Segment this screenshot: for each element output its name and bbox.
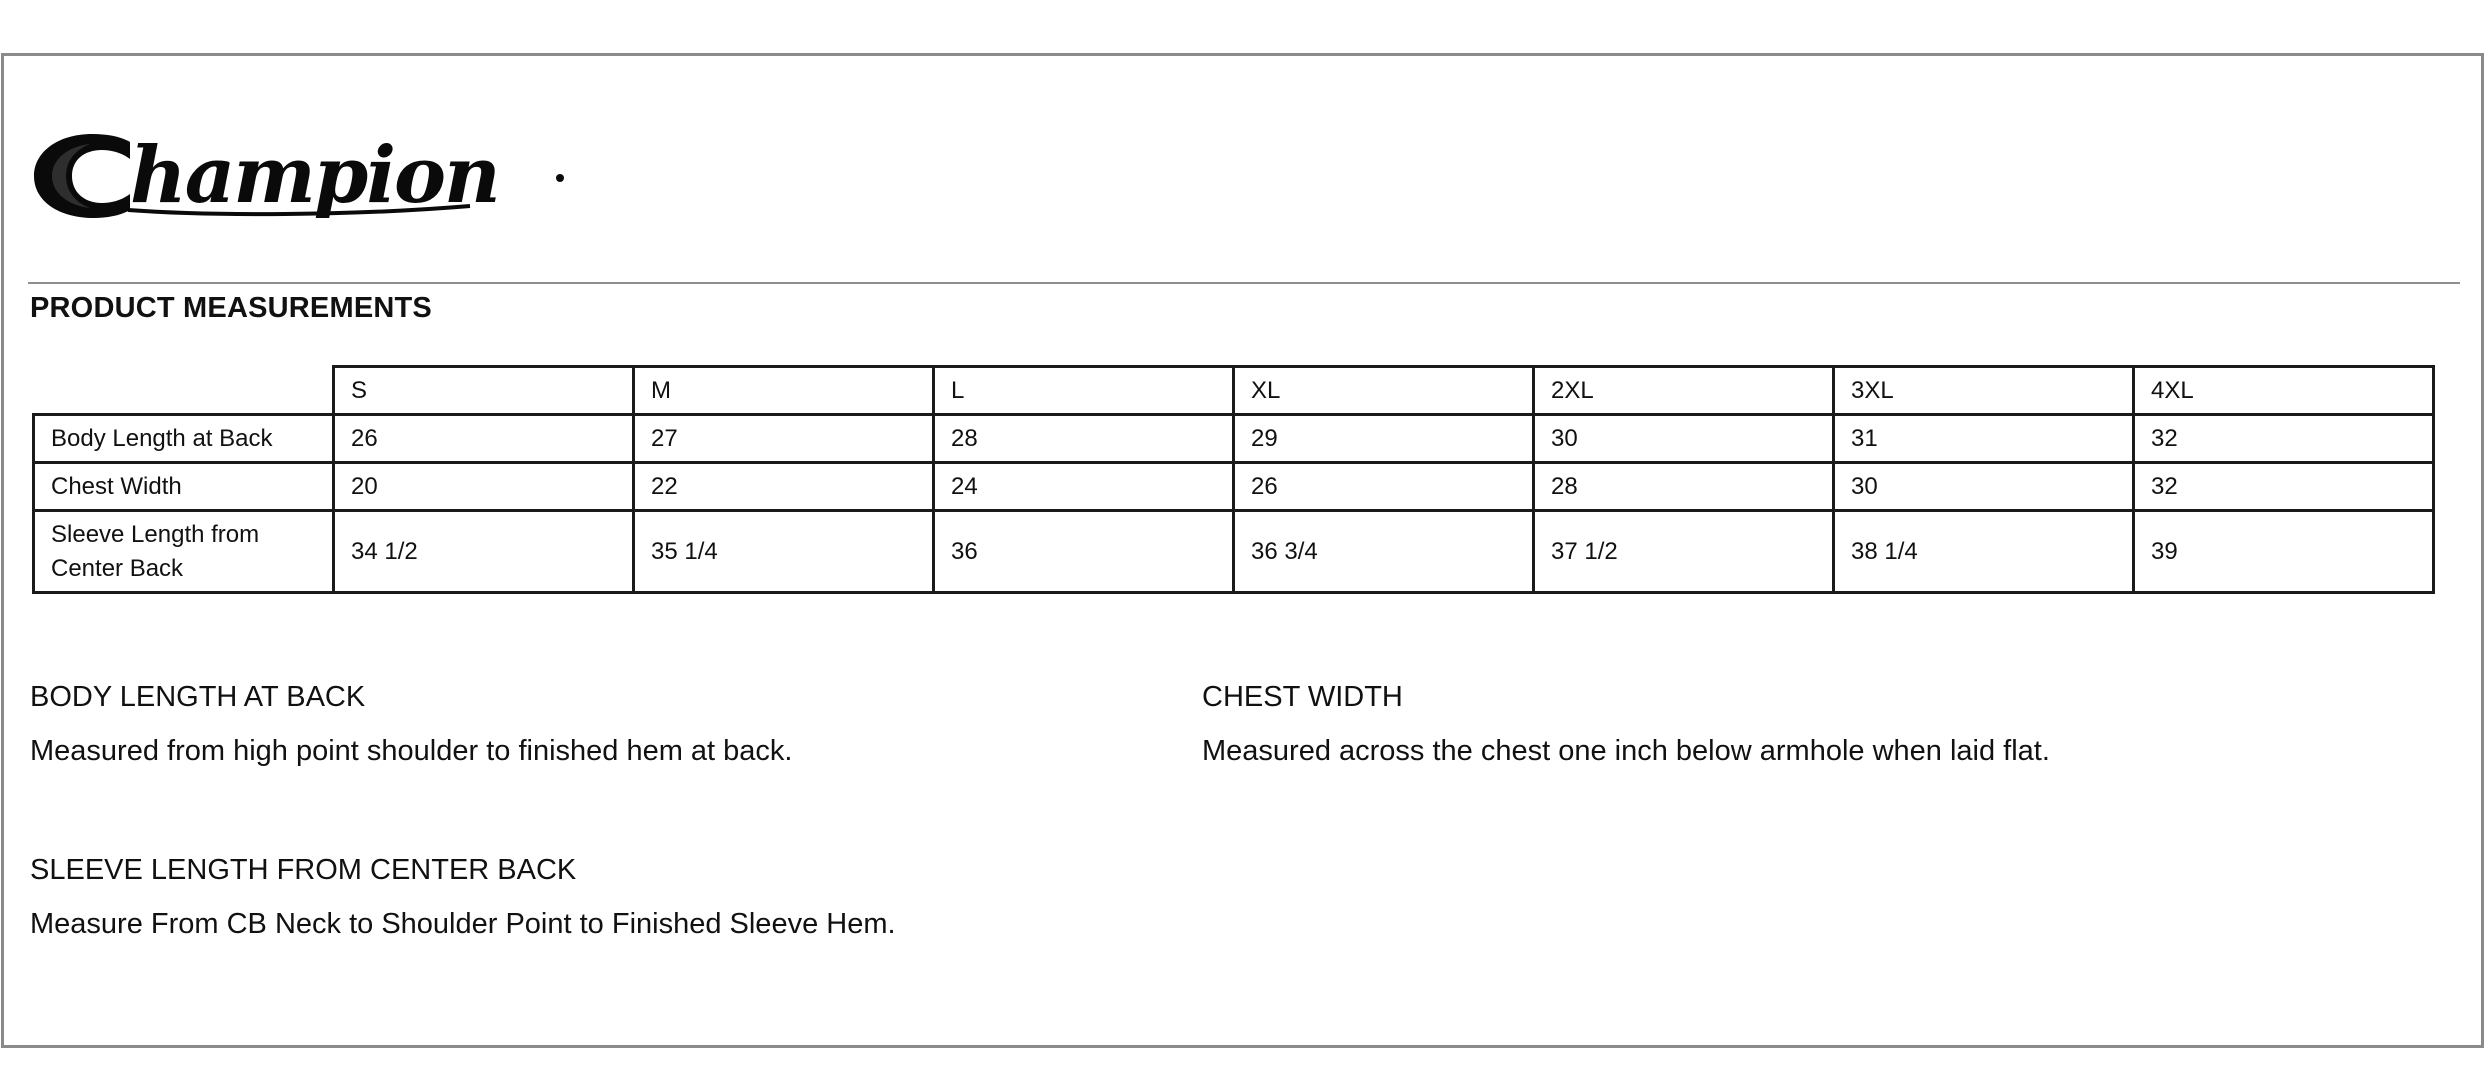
size-header: M bbox=[634, 367, 934, 415]
row-label: Body Length at Back bbox=[34, 415, 334, 463]
table-cell: 28 bbox=[1534, 463, 1834, 511]
table-cell: 38 1/4 bbox=[1834, 511, 2134, 593]
sleeve-length-title: SLEEVE LENGTH FROM CENTER BACK bbox=[30, 854, 577, 886]
table-cell: 26 bbox=[1234, 463, 1534, 511]
table-cell: 20 bbox=[334, 463, 634, 511]
table-cell: 34 1/2 bbox=[334, 511, 634, 593]
table-cell: 26 bbox=[334, 415, 634, 463]
table-cell: 22 bbox=[634, 463, 934, 511]
size-header: 4XL bbox=[2134, 367, 2434, 415]
table-cell: 36 bbox=[934, 511, 1234, 593]
table-cell: 29 bbox=[1234, 415, 1534, 463]
table-cell: 31 bbox=[1834, 415, 2134, 463]
table-cell: 35 1/4 bbox=[634, 511, 934, 593]
table-cell: 32 bbox=[2134, 415, 2434, 463]
table-cell: 27 bbox=[634, 415, 934, 463]
table-cell: 36 3/4 bbox=[1234, 511, 1534, 593]
size-header: 3XL bbox=[1834, 367, 2134, 415]
size-header: L bbox=[934, 367, 1234, 415]
logo-wordmark: hampion bbox=[130, 130, 499, 221]
section-title: PRODUCT MEASUREMENTS bbox=[30, 292, 432, 324]
body-length-title: BODY LENGTH AT BACK bbox=[30, 681, 366, 713]
table-cell: 28 bbox=[934, 415, 1234, 463]
sleeve-length-text: Measure From CB Neck to Shoulder Point to Finished Sleeve Hem. bbox=[30, 908, 896, 940]
table-cell: 30 bbox=[1834, 463, 2134, 511]
table-cell: 32 bbox=[2134, 463, 2434, 511]
table-cell: 24 bbox=[934, 463, 1234, 511]
size-header: S bbox=[334, 367, 634, 415]
size-header: XL bbox=[1234, 367, 1534, 415]
table-cell: 30 bbox=[1534, 415, 1834, 463]
row-label: Sleeve Length from Center Back bbox=[34, 511, 334, 593]
table-cell: 39 bbox=[2134, 511, 2434, 593]
chest-width-title: CHEST WIDTH bbox=[1202, 681, 1403, 713]
size-header: 2XL bbox=[1534, 367, 1834, 415]
table-cell: 37 1/2 bbox=[1534, 511, 1834, 593]
body-length-text: Measured from high point shoulder to finished hem at back. bbox=[30, 735, 793, 767]
chest-width-text: Measured across the chest one inch below armhole when laid flat. bbox=[1202, 735, 2050, 767]
row-label: Chest Width bbox=[34, 463, 334, 511]
